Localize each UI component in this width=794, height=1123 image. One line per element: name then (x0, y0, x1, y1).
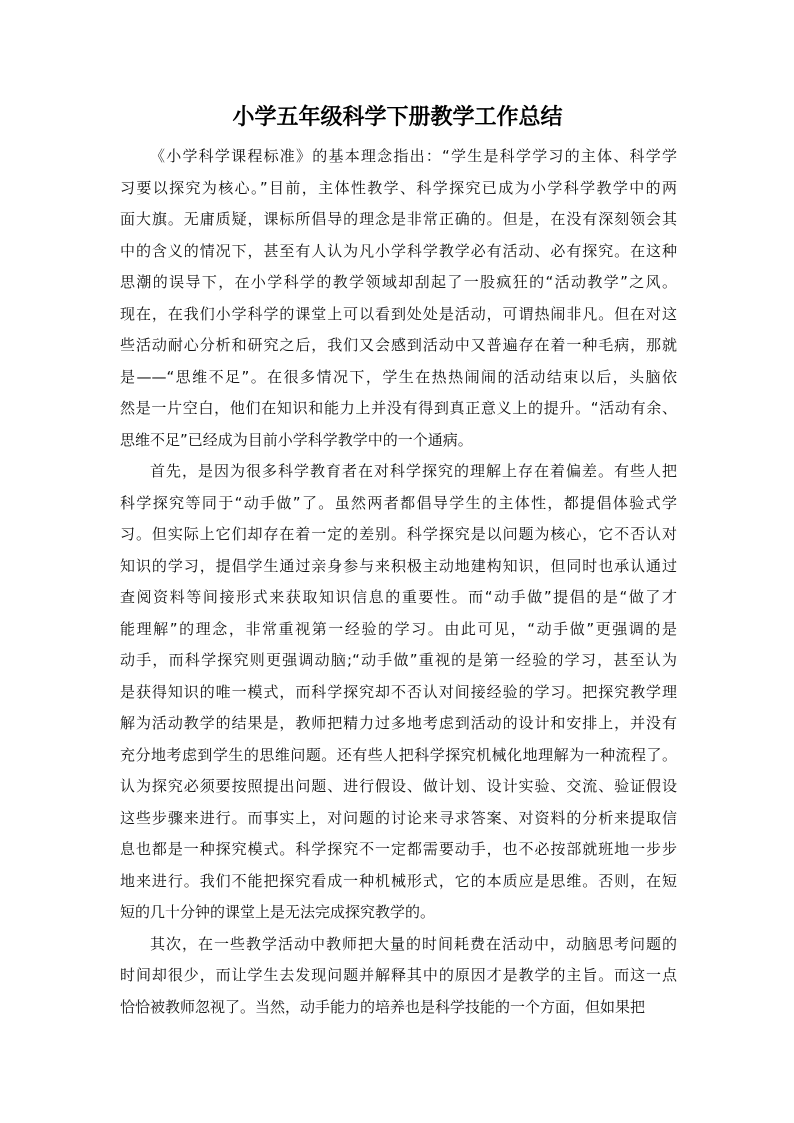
text-line: 然是一片空白，他们在知识和能力上并没有得到真正意义上的提升。“活动有余、 (120, 399, 677, 417)
text-line: 时间却很少，而让学生去发现问题并解释其中的原因才是教学的主旨。而这一点 (120, 966, 677, 984)
text-line: 短的几十分钟的课堂上是无法完成探究教学的。 (120, 903, 436, 921)
text-line: 思维不足”已经成为目前小学科学教学中的一个通病。 (120, 430, 473, 449)
text-line: 习。但实际上它们却存在着一定的差别。科学探究是以问题为核心，它不否认对 (120, 525, 677, 543)
text-line: 充分地考虑到学生的思维问题。还有些人把科学探究机械化地理解为一种流程了。 (120, 745, 677, 764)
text-line: 习要以探究为核心。”目前，主体性教学、科学探究已成为小学科学教学中的两 (120, 178, 677, 197)
text-line: 是——“思维不足”。在很多情况下，学生在热热闹闹的活动结束以后，头脑依 (120, 367, 677, 386)
text-line: 恰恰被教师忽视了。当然，动手能力的培养也是科学技能的一个方面，但如果把 (120, 997, 646, 1016)
text-line: 知识的学习，提倡学生通过亲身参与来积极主动地建构知识，但同时也承认通过 (120, 556, 677, 575)
text-line: 思潮的误导下，在小学科学的教学领域却刮起了一股疯狂的“活动教学”之风。 (120, 273, 677, 291)
text-line: 息也都是一种探究模式。科学探究不一定都需要动手，也不必按部就班地一步步 (120, 840, 677, 858)
text-line: 科学探究等同于“动手做”了。虽然两者都倡导学生的主体性，都提倡体验式学 (120, 493, 677, 512)
text-line: 能理解”的理念，非常重视第一经验的学习。由此可见，“动手做”更强调的是 (120, 619, 677, 638)
text-line: 认为探究必须要按照提出问题、进行假设、做计划、设计实验、交流、验证假设 (120, 777, 677, 795)
document-body (120, 141, 677, 1023)
text-line: 解为活动教学的结果是，教师把精力过多地考虑到活动的设计和安排上，并没有 (120, 714, 677, 732)
text-line: 查阅资料等间接形式来获取知识信息的重要性。而“动手做”提倡的是“做了才 (120, 588, 677, 606)
paragraph (120, 929, 677, 1024)
text-line: 中的含义的情况下，甚至有人认为凡小学科学教学必有活动、必有探究。在这种 (120, 241, 677, 260)
paragraph (120, 456, 677, 929)
text-line: 其次，在一些教学活动中教师把大量的时间耗费在活动中，动脑思考问题的 (150, 934, 677, 953)
text-line: 动手，而科学探究则更强调动脑;“动手做”重视的是第一经验的学习，甚至认为 (120, 651, 677, 669)
text-line: 《小学科学课程标准》的基本理念指出：“学生是科学学习的主体、科学学 (150, 147, 677, 165)
document-title: 小学五年级科学下册教学工作总结 (232, 104, 563, 130)
text-line: 些活动耐心分析和研究之后，我们又会感到活动中又普遍存在着一种毛病，那就 (120, 336, 677, 354)
text-line: 地来进行。我们不能把探究看成一种机械形式，它的本质应是思维。否则，在短 (120, 871, 677, 890)
text-line: 首先，是因为很多科学教育者在对科学探究的理解上存在着偏差。有些人把 (150, 462, 677, 480)
paragraph (120, 141, 677, 456)
text-line: 面大旗。无庸质疑，课标所倡导的理念是非常正确的。但是，在没有深刻领会其 (120, 210, 677, 228)
text-line: 是获得知识的唯一模式，而科学探究却不否认对间接经验的学习。把探究教学理 (120, 682, 677, 701)
text-line: 现在，在我们小学科学的课堂上可以看到处处是活动，可谓热闹非凡。但在对这 (120, 304, 677, 323)
text-line: 这些步骤来进行。而事实上，对问题的讨论来寻求答案、对资料的分析来提取信 (120, 808, 677, 827)
